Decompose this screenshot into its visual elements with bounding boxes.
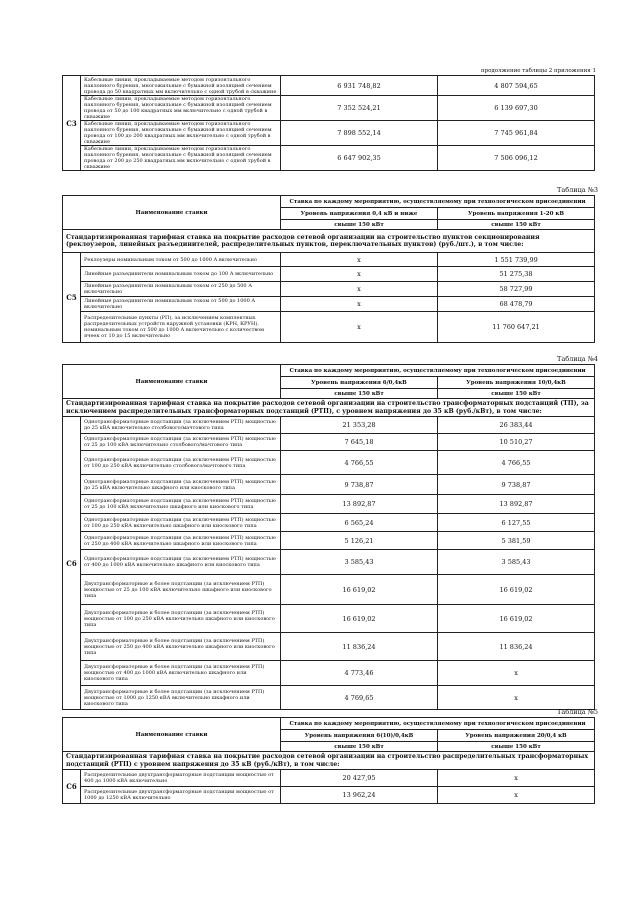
rate-value: 4 807 594,65 bbox=[438, 76, 595, 96]
rate-value: 4 769,65 bbox=[281, 686, 438, 710]
rate-value: 13 892,87 bbox=[281, 495, 438, 514]
rate-code: C6 bbox=[63, 417, 81, 710]
rate-description: Двухтрансформаторные и более подстанции (за исключением РТП) мощностью от 1000 до 1250 кВА включительно шкафного или киоскового типа bbox=[81, 686, 281, 710]
column-header: Уровень напряжения 1-20 кВ bbox=[438, 208, 595, 220]
name-header: Наименование ставки bbox=[63, 718, 281, 752]
rate-code: C3 bbox=[63, 76, 81, 171]
rate-value: 3 585,43 bbox=[438, 550, 595, 575]
rate-value: 6 565,24 bbox=[281, 514, 438, 532]
table-4 bbox=[62, 364, 595, 710]
column-subheader: свыше 150 кВт bbox=[438, 742, 595, 752]
rate-value: 68 478,79 bbox=[438, 297, 595, 312]
rate-description: Однотрансформаторные подстанции (за исключением РТП) мощностью от 100 до 250 кВА включительно шкафного или киоскового типа bbox=[81, 514, 281, 532]
rate-value: 6 931 748,82 bbox=[281, 76, 438, 96]
rate-description: Кабельные линии, прокладываемые методом горизонтального наклонного бурения, многожильные с бумажной изоляцией сечением провода от 100 до 200 квадратных мм включительно с одной трубой в скважине bbox=[81, 121, 281, 146]
table-5-caption: Таблица №5 bbox=[557, 708, 598, 716]
rate-description: Двухтрансформаторные и более подстанции (за исключением РТП) мощностью от 400 до 1000 кВА включительно шкафного или киоскового типа bbox=[81, 661, 281, 686]
column-header: Уровень напряжения 6/0,4кВ bbox=[281, 377, 438, 389]
rate-value: 3 585,43 bbox=[281, 550, 438, 575]
column-subheader: свыше 150 кВт bbox=[281, 220, 438, 230]
rate-description: Распределительные двухтрансформаторные подстанции мощностью от 1000 до 1250 кВА включительно bbox=[81, 787, 281, 804]
rate-value: 1 551 739,99 bbox=[438, 253, 595, 267]
rate-value: 16 619,02 bbox=[438, 575, 595, 605]
rate-value: 6 139 697,30 bbox=[438, 96, 595, 121]
rate-description: Однотрансформаторные подстанции (за исключением РТП) мощностью до 25 кВА включительно шкафного или киоскового типа bbox=[81, 475, 281, 495]
rate-value: x bbox=[281, 312, 438, 343]
rate-description: Двухтрансформаторные и более подстанции (за исключением РТП) мощностью от 25 до 100 кВА включительно шкафного или киоскового типа bbox=[81, 575, 281, 605]
column-subheader: свыше 150 кВт bbox=[281, 389, 438, 399]
rate-value: 6 127,55 bbox=[438, 514, 595, 532]
rate-value: 4 773,46 bbox=[281, 661, 438, 686]
continuation-note: продолжение таблицы 2 приложения 1 bbox=[480, 68, 596, 74]
rate-value: 11 836,24 bbox=[438, 633, 595, 661]
rate-value: 5 381,59 bbox=[438, 532, 595, 550]
table-3-caption: Таблица №3 bbox=[557, 186, 598, 194]
rate-value: 11 760 647,21 bbox=[438, 312, 595, 343]
rate-value: x bbox=[281, 253, 438, 267]
rate-description: Двухтрансформаторные и более подстанции (за исключением РТП) мощностью от 250 до 400 кВА включительно шкафного или киоскового типа bbox=[81, 633, 281, 661]
rate-description: Линейные разъединители номинальным током от 500 до 1000 А включительно bbox=[81, 297, 281, 312]
column-header: Уровень напряжения 20/0,4 кВ bbox=[438, 730, 595, 742]
rate-value: 11 836,24 bbox=[281, 633, 438, 661]
rate-value: x bbox=[438, 787, 595, 804]
rate-description: Однотрансформаторные подстанции (за исключением РТП) мощностью от 250 до 400 кВА включительно шкафного или киоскового типа bbox=[81, 532, 281, 550]
rate-value: x bbox=[281, 282, 438, 297]
rate-description: Реклоузеры номинальным током от 500 до 1000 А включительно bbox=[81, 253, 281, 267]
rate-title: Стандартизированная тарифная ставка на покрытие расходов сетевой организации на строительство трансформаторных подстанций (ТП), за исключением распределительных трансформаторных подстанций (РТП), с уровнем напряжения до 35 кВ (руб./кВт), в том числе: bbox=[63, 399, 595, 417]
table-5 bbox=[62, 717, 595, 804]
rate-value: x bbox=[438, 686, 595, 710]
group-header: Ставка по каждому мероприятию, осуществляемому при технологическом присоединении bbox=[281, 365, 595, 377]
column-subheader: свыше 150 кВт bbox=[281, 742, 438, 752]
rate-value: 58 727,99 bbox=[438, 282, 595, 297]
rate-value: 5 126,21 bbox=[281, 532, 438, 550]
rate-description: Линейные разъединители номинальным током до 100 А включительно bbox=[81, 267, 281, 282]
table-2-continuation bbox=[62, 75, 595, 171]
rate-value: 7 506 096,12 bbox=[438, 146, 595, 171]
rate-value: x bbox=[281, 267, 438, 282]
rate-value: x bbox=[281, 297, 438, 312]
rate-value: 4 766,55 bbox=[438, 451, 595, 475]
name-header: Наименование ставки bbox=[63, 196, 281, 230]
rate-title: Стандартизированная тарифная ставка на покрытие расходов сетевой организации на строительство пунктов секционирования (реклоузеров, линейных разъединителей, распределительных пунктов, переключательных пунктов) (руб./шт.), в том числе: bbox=[63, 230, 595, 253]
rate-value: 7 745 961,84 bbox=[438, 121, 595, 146]
rate-value: 16 619,02 bbox=[281, 605, 438, 633]
rate-description: Однотрансформаторные подстанции (за исключением РТП) мощностью от 25 до 100 кВА включительно шкафного или киоскового типа bbox=[81, 495, 281, 514]
rate-value: 7 645,18 bbox=[281, 434, 438, 451]
table-3 bbox=[62, 195, 595, 343]
group-header: Ставка по каждому мероприятию, осуществляемому при технологическом присоединении bbox=[281, 196, 595, 208]
rate-description: Однотрансформаторные подстанции (за исключением РТП) мощностью от 400 до 1000 кВА включительно шкафного или киоскового типа bbox=[81, 550, 281, 575]
rate-description: Однотрансформаторные подстанции (за исключением РТП) мощностью от 100 до 250 кВА включительно столбового/мачтового типа bbox=[81, 451, 281, 475]
rate-description: Распределительные пункты (РП), за исключением комплектных распределительных устройств наружной установки (КРН, КРУН), номинальным током от 500 до 1000 А включительно с количеством ячеек от 10 до 15 включительно bbox=[81, 312, 281, 343]
rate-description: Линейные разъединители номинальным током от 250 до 500 А включительно bbox=[81, 282, 281, 297]
rate-value: 6 647 902,35 bbox=[281, 146, 438, 171]
rate-value: 13 962,24 bbox=[281, 787, 438, 804]
column-subheader: свыше 150 кВт bbox=[438, 220, 595, 230]
rate-value: 13 892,87 bbox=[438, 495, 595, 514]
column-header: Уровень напряжения 6(10)/0,4кВ bbox=[281, 730, 438, 742]
name-header: Наименование ставки bbox=[63, 365, 281, 399]
rate-title: Стандартизированная тарифная ставка на покрытие расходов сетевой организации на строительство распределительных трансформаторных подстанций (РТП) с уровнем напряжения до 35 кВ (руб./кВт), в том числе: bbox=[63, 752, 595, 770]
rate-value: 7 352 524,21 bbox=[281, 96, 438, 121]
rate-value: 16 619,02 bbox=[438, 605, 595, 633]
rate-code: C5 bbox=[63, 253, 81, 343]
rate-value: x bbox=[438, 661, 595, 686]
rate-value: 51 275,38 bbox=[438, 267, 595, 282]
group-header: Ставка по каждому мероприятию, осуществляемому при технологическом присоединении bbox=[281, 718, 595, 730]
column-subheader: свыше 150 кВт bbox=[438, 389, 595, 399]
rate-description: Кабельные линии, прокладываемые методом горизонтального наклонного бурения, многожильные с бумажной изоляцией сечением провода до 50 квадратных мм включительно с одной трубой в скважине bbox=[81, 76, 281, 96]
rate-description: Кабельные линии, прокладываемые методом горизонтального наклонного бурения, многожильные с бумажной изоляцией сечением провода от 50 до 100 квадратных мм включительно с одной трубой в скважине bbox=[81, 96, 281, 121]
column-header: Уровень напряжения 10/0,4кВ bbox=[438, 377, 595, 389]
rate-description: Однотрансформаторные подстанции (за исключением РТП) мощностью до 25 кВА включительно столбового/мачтового типа bbox=[81, 417, 281, 434]
rate-value: 9 738,87 bbox=[281, 475, 438, 495]
rate-description: Однотрансформаторные подстанции (за исключением РТП) мощностью от 25 до 100 кВА включительно столбового/мачтового типа bbox=[81, 434, 281, 451]
rate-description: Двухтрансформаторные и более подстанции (за исключением РТП) мощностью от 100 до 250 кВА включительно шкафного или киоскового типа bbox=[81, 605, 281, 633]
rate-value: 10 510,27 bbox=[438, 434, 595, 451]
rate-value: 7 898 552,14 bbox=[281, 121, 438, 146]
rate-value: 4 766,55 bbox=[281, 451, 438, 475]
rate-value: 20 427,95 bbox=[281, 770, 438, 787]
rate-description: Распределительные двухтрансформаторные подстанции мощностью от 400 до 1000 кВА включительно bbox=[81, 770, 281, 787]
column-header: Уровень напряжения 0,4 кВ и ниже bbox=[281, 208, 438, 220]
rate-description: Кабельные линии, прокладываемые методом горизонтального наклонного бурения, многожильные с бумажной изоляцией сечением провода от 200 до 250 квадратных мм включительно с одной трубой в скважине bbox=[81, 146, 281, 171]
rate-value: 26 383,44 bbox=[438, 417, 595, 434]
table-4-caption: Таблица №4 bbox=[557, 355, 598, 363]
rate-value: 21 353,28 bbox=[281, 417, 438, 434]
rate-code: C6 bbox=[63, 770, 81, 804]
rate-value: 16 619,02 bbox=[281, 575, 438, 605]
rate-value: x bbox=[438, 770, 595, 787]
rate-value: 9 738,87 bbox=[438, 475, 595, 495]
